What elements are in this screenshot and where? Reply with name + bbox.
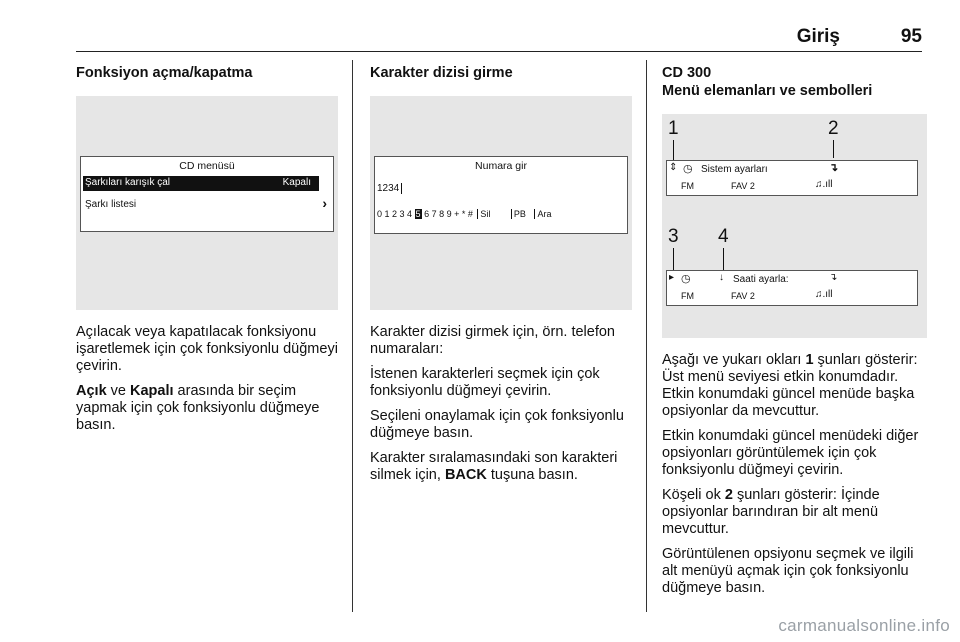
paragraph: Köşeli ok 2 şunları gösterir: İçinde opsiyonlar barındıran bir alt menü mevcuttur. [662, 487, 880, 537]
callout-line [673, 140, 674, 160]
callout-4: 4 [718, 226, 729, 247]
column-divider [646, 60, 647, 612]
column-function-toggle [76, 64, 338, 442]
paragraph: Açık ve Kapalı arasında bir seçim yapmak için çok fonksiyonlu düğmeye basın. [76, 383, 320, 433]
down-arrow-icon: ↓ [719, 272, 724, 283]
menu-row-label: Şarkıları karışık çal [85, 177, 171, 188]
triangle-right-icon: ▸ [669, 272, 675, 283]
callout-1: 1 [668, 118, 679, 139]
callout-3: 3 [668, 226, 679, 247]
menu-row-label: Şarkı listesi [85, 199, 137, 210]
key-ara: Ara [534, 209, 551, 219]
callout-line [673, 248, 674, 270]
section-heading: Karakter dizisi girme [370, 65, 513, 81]
paragraph: Görüntülenen opsiyonu seçmek ve ilgili alt menüyü açmak için çok fonksiyonlu düğmeye basın. [662, 546, 914, 596]
menu-label: Saati ayarla: [733, 274, 789, 285]
character-selector: 0 1 2 3 4 5 6 7 8 9 + * # Sil PB Ara [377, 209, 552, 219]
screen-title: CD menüsü [179, 160, 235, 172]
menu-row-value: Kapalı [282, 177, 311, 188]
highlighted-menu-row [83, 176, 319, 191]
system-settings-screen [666, 160, 918, 196]
menu-label: Sistem ayarları [701, 164, 768, 175]
column-character-entry [370, 64, 632, 492]
paragraph: İstenen karakterleri seçmek için çok fonksiyonlu düğmeyi çevirin. [370, 366, 600, 399]
paragraph: Açılacak veya kapatılacak fonksiyonu işaretlemek için çok fonksiyonlu düğmeyi çevirin. [76, 324, 338, 374]
section-heading: Fonksiyon açma/kapatma [76, 65, 253, 81]
page-number: 95 [900, 26, 922, 47]
section-heading: CD 300 [662, 65, 712, 81]
paragraph: Karakter sıralamasındaki son karakteri silmek için, BACK tuşuna basın. [370, 450, 618, 483]
favorite-label: FAV 2 [731, 181, 755, 191]
clock-icon: ◷ [683, 163, 693, 175]
band-label: FM [681, 181, 694, 191]
column-divider [352, 60, 353, 612]
page-header [76, 26, 922, 52]
entered-digits: 1234 [377, 183, 402, 194]
paragraph: Etkin konumdaki güncel menüdeki diğer opsiyonları görüntülemek için çok fonksiyonlu düğmeyi çevirin. [662, 428, 919, 478]
band-label: FM [681, 291, 694, 301]
header-rule [76, 51, 922, 52]
submenu-arrow-icon: ↴ [829, 162, 839, 174]
signal-icon: ♫.ıll [815, 289, 833, 300]
callout-2: 2 [828, 118, 839, 139]
clock-icon: ◷ [681, 273, 691, 285]
section-title: Giriş [796, 26, 840, 47]
callout-line [833, 140, 834, 158]
cd-menu-screen [80, 156, 334, 232]
paragraph: Seçileni onaylamak için çok fonksiyonlu düğmeye basın. [370, 408, 624, 441]
submenu-arrow-icon: ↴ [829, 272, 838, 283]
favorite-label: FAV 2 [731, 291, 755, 301]
chevron-right-icon: › [322, 195, 327, 211]
callout-line [723, 248, 724, 270]
column-cd300-menu [662, 64, 927, 605]
signal-icon: ♫.ıll [815, 179, 833, 190]
number-entry-figure [370, 96, 632, 310]
number-entry-screen [374, 156, 628, 234]
paragraph: Karakter dizisi girmek için, örn. telefon numaraları: [370, 324, 615, 357]
cd300-menu-figure [662, 114, 927, 338]
up-down-arrow-icon: ⇕ [669, 162, 678, 173]
paragraph: Aşağı ve yukarı okları 1 şunları gösterir: Üst menü seviyesi etkin konumdadır. Etkin konumdaki güncel menüde başka opsiyonlar da mevcuttur. [662, 352, 918, 419]
clock-settings-screen [666, 270, 918, 306]
screen-title: Numara gir [475, 160, 527, 172]
selected-character: 5 [415, 209, 421, 219]
section-subheading: Menü elemanları ve sembolleri [662, 83, 873, 99]
key-pb: PB [511, 209, 526, 219]
cd-menu-figure [76, 96, 338, 310]
watermark: carmanualsonline.info [778, 616, 950, 635]
key-sil: Sil [477, 209, 490, 219]
